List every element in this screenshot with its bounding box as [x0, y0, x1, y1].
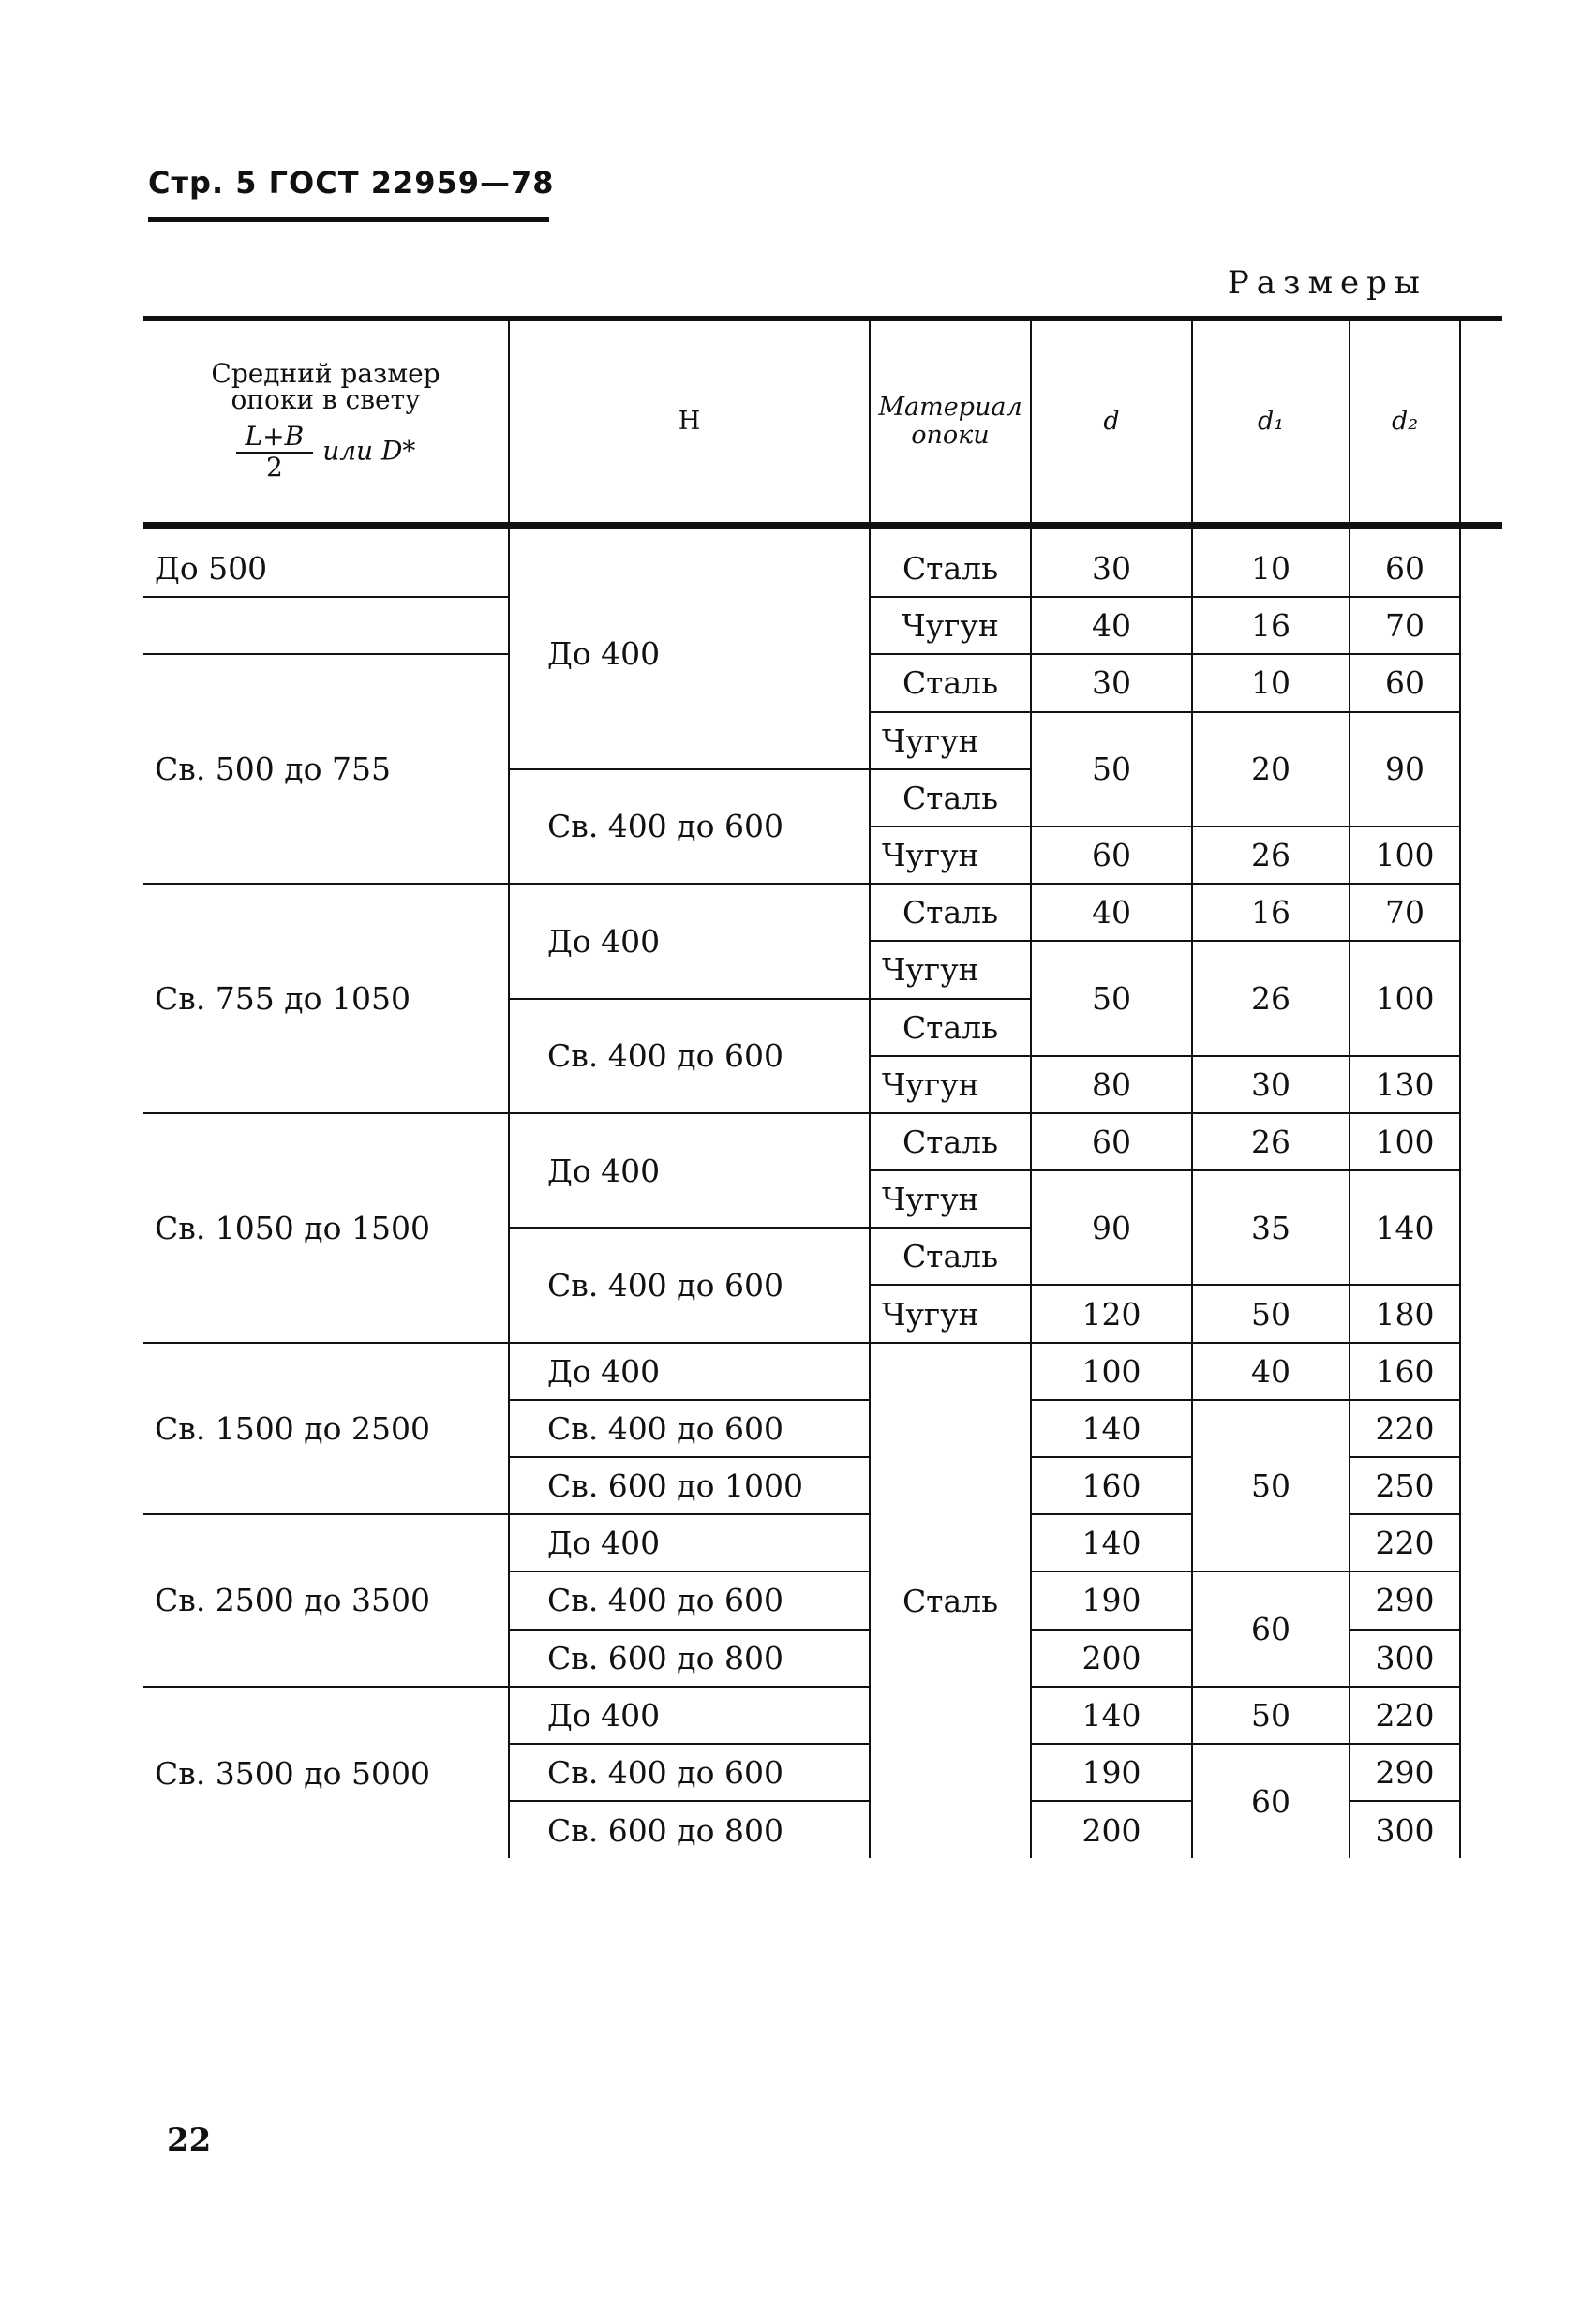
material-cell: Сталь	[870, 999, 1031, 1056]
material-cell: Сталь	[870, 1113, 1031, 1170]
h-cell: До 400	[509, 1687, 870, 1744]
size-formula	[144, 420, 507, 483]
d2-cell: 100	[1350, 941, 1460, 1055]
h-cell: Св. 600 до 800	[509, 1801, 870, 1858]
d-cell: 100	[1031, 1343, 1192, 1400]
material-cell: Сталь	[870, 884, 1031, 941]
d1-cell: 16	[1192, 884, 1350, 941]
page-header: Стр. 5 ГОСТ 22959—78	[148, 165, 555, 201]
d1-cell: 50	[1192, 1687, 1350, 1744]
d-cell: 30	[1031, 540, 1192, 597]
d-cell: 60	[1031, 1113, 1192, 1170]
d-cell: 200	[1031, 1630, 1192, 1687]
d2-cell: 220	[1350, 1400, 1460, 1457]
d2-cell: 100	[1350, 826, 1460, 884]
h-cell: Св. 400 до 600	[509, 769, 870, 884]
col-header-pad	[1460, 319, 1502, 525]
material-cell: Чугун	[870, 941, 1031, 998]
material-cell: Сталь	[870, 654, 1031, 711]
table-row	[143, 1687, 1502, 1744]
d2-cell: 290	[1350, 1571, 1460, 1629]
col-header-size-line2: опоки в свету	[231, 383, 421, 415]
d1-cell: 10	[1192, 654, 1350, 711]
table-row	[143, 1113, 1502, 1170]
d2-cell: 220	[1350, 1687, 1460, 1744]
d-cell: 50	[1031, 941, 1192, 1055]
material-cell: Чугун	[870, 1170, 1031, 1228]
header-rule	[148, 217, 549, 222]
d2-cell: 70	[1350, 884, 1460, 941]
d1-cell: 60	[1192, 1571, 1350, 1686]
d2-cell: 160	[1350, 1343, 1460, 1400]
size-cell: Св. 500 до 755	[143, 654, 509, 884]
size-cell-empty	[143, 597, 509, 654]
size-cell: Св. 1050 до 1500	[143, 1113, 509, 1343]
h-cell: Св. 600 до 1000	[509, 1457, 870, 1514]
d-cell: 50	[1031, 712, 1192, 826]
d-cell: 190	[1031, 1571, 1192, 1629]
col-header-size	[143, 319, 509, 525]
d1-cell: 26	[1192, 1113, 1350, 1170]
table-header-row	[143, 319, 1502, 525]
size-cell: До 500	[143, 540, 509, 597]
d-cell: 200	[1031, 1801, 1192, 1858]
fraction-numerator: L+B	[236, 423, 314, 454]
material-cell: Сталь	[870, 769, 1031, 826]
h-cell: До 400	[509, 1113, 870, 1228]
d2-cell: 180	[1350, 1285, 1460, 1342]
d2-cell: 220	[1350, 1514, 1460, 1571]
d2-cell: 250	[1350, 1457, 1460, 1514]
col-header-d: d	[1031, 319, 1192, 525]
d2-cell: 300	[1350, 1801, 1460, 1858]
d2-cell: 100	[1350, 1113, 1460, 1170]
d2-cell: 60	[1350, 654, 1460, 711]
d1-cell: 40	[1192, 1343, 1350, 1400]
d1-cell: 60	[1192, 1744, 1350, 1858]
d2-cell: 70	[1350, 597, 1460, 654]
col-header-d1: d₁	[1192, 319, 1350, 525]
material-cell: Чугун	[870, 597, 1031, 654]
dimensions-caption: Размеры	[1227, 264, 1427, 302]
d1-cell: 10	[1192, 540, 1350, 597]
d2-cell: 300	[1350, 1630, 1460, 1687]
h-cell: Св. 400 до 600	[509, 999, 870, 1113]
d2-cell: 130	[1350, 1056, 1460, 1113]
d1-cell: 16	[1192, 597, 1350, 654]
h-cell: Св. 400 до 600	[509, 1228, 870, 1342]
d2-cell: 90	[1350, 712, 1460, 826]
material-cell: Чугун	[870, 1285, 1031, 1342]
col-header-material: Материал опоки	[870, 319, 1031, 525]
dimensions-table	[143, 316, 1502, 1858]
table-row	[143, 540, 1502, 597]
table-row	[143, 884, 1502, 941]
h-cell: Св. 600 до 800	[509, 1630, 870, 1687]
d-cell: 90	[1031, 1170, 1192, 1285]
h-cell: Св. 400 до 600	[509, 1744, 870, 1801]
d-cell: 140	[1031, 1400, 1192, 1457]
material-cell: Сталь	[870, 1228, 1031, 1285]
size-cell: Св. 1500 до 2500	[143, 1343, 509, 1515]
h-cell: До 400	[509, 1343, 870, 1400]
material-cell: Сталь	[870, 540, 1031, 597]
size-fraction	[236, 420, 314, 483]
d1-cell: 26	[1192, 826, 1350, 884]
d-cell: 30	[1031, 654, 1192, 711]
size-cell: Св. 755 до 1050	[143, 884, 509, 1113]
d-cell: 60	[1031, 826, 1192, 884]
h-cell: До 400	[509, 540, 870, 769]
material-cell: Чугун	[870, 1056, 1031, 1113]
d-cell: 140	[1031, 1687, 1192, 1744]
col-header-size-line1: Средний размер	[211, 357, 440, 389]
h-cell: Св. 400 до 600	[509, 1571, 870, 1629]
d-cell: 40	[1031, 884, 1192, 941]
page-number: 22	[167, 2122, 212, 2159]
table-row	[143, 1343, 1502, 1400]
d2-cell: 140	[1350, 1170, 1460, 1285]
d1-cell: 50	[1192, 1400, 1350, 1572]
material-cell: Чугун	[870, 826, 1031, 884]
d2-cell: 290	[1350, 1744, 1460, 1801]
d-cell: 160	[1031, 1457, 1192, 1514]
col-header-d2: d₂	[1350, 319, 1460, 525]
h-cell: До 400	[509, 1514, 870, 1571]
h-cell: Св. 400 до 600	[509, 1400, 870, 1457]
formula-suffix: или D*	[322, 435, 416, 467]
h-cell: До 400	[509, 884, 870, 998]
d-cell: 190	[1031, 1744, 1192, 1801]
d-cell: 120	[1031, 1285, 1192, 1342]
material-cell: Сталь	[870, 1343, 1031, 1859]
d2-cell: 60	[1350, 540, 1460, 597]
d1-cell: 50	[1192, 1285, 1350, 1342]
d1-cell: 20	[1192, 712, 1350, 826]
size-cell: Св. 3500 до 5000	[143, 1687, 509, 1859]
col-header-h: Н	[509, 319, 870, 525]
size-cell: Св. 2500 до 3500	[143, 1514, 509, 1687]
d1-cell: 26	[1192, 941, 1350, 1055]
d-cell: 40	[1031, 597, 1192, 654]
d-cell: 80	[1031, 1056, 1192, 1113]
fraction-denominator: 2	[265, 451, 283, 483]
d1-cell: 30	[1192, 1056, 1350, 1113]
material-cell: Чугун	[870, 712, 1031, 769]
d1-cell: 35	[1192, 1170, 1350, 1285]
d-cell: 140	[1031, 1514, 1192, 1571]
